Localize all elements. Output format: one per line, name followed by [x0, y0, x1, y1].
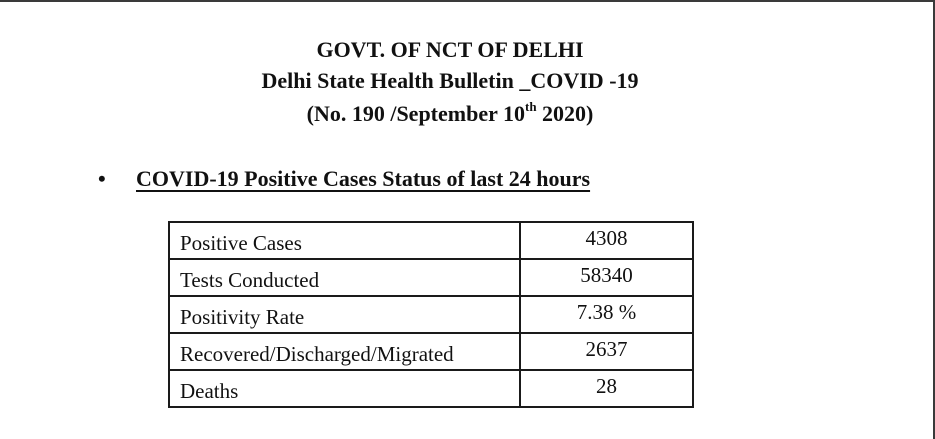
row-label: Deaths: [169, 370, 520, 407]
table-row: [169, 333, 693, 370]
row-value: 4308: [520, 222, 693, 259]
table-row: [169, 259, 693, 296]
row-value: 28: [520, 370, 693, 407]
table-row: [169, 222, 693, 259]
bulletin-title: Delhi State Health Bulletin _COVID -19: [261, 68, 639, 93]
bulletin-header: [0, 36, 900, 130]
issue-date-suffix: th: [524, 98, 537, 114]
table-row: [169, 296, 693, 333]
row-label: Recovered/Discharged/Migrated: [169, 333, 520, 370]
issue-line: [0, 98, 900, 130]
status-table: [168, 221, 694, 408]
issue-prefix: (No. 190 /September 10: [306, 101, 525, 126]
section-title: COVID-19 Positive Cases Status of last 24 hours: [136, 166, 591, 191]
issue-suffix: 2020): [536, 101, 594, 126]
row-label: Tests Conducted: [169, 259, 520, 296]
bullet-point: •: [98, 166, 106, 191]
row-value: 7.38 %: [520, 296, 693, 333]
row-value: 2637: [520, 333, 693, 370]
row-label: Positivity Rate: [169, 296, 520, 333]
org-title: GOVT. OF NCT OF DELHI: [316, 37, 584, 62]
row-label: Positive Cases: [169, 222, 520, 259]
section-heading: [98, 166, 590, 192]
table-row: [169, 370, 693, 407]
row-value: 58340: [520, 259, 693, 296]
